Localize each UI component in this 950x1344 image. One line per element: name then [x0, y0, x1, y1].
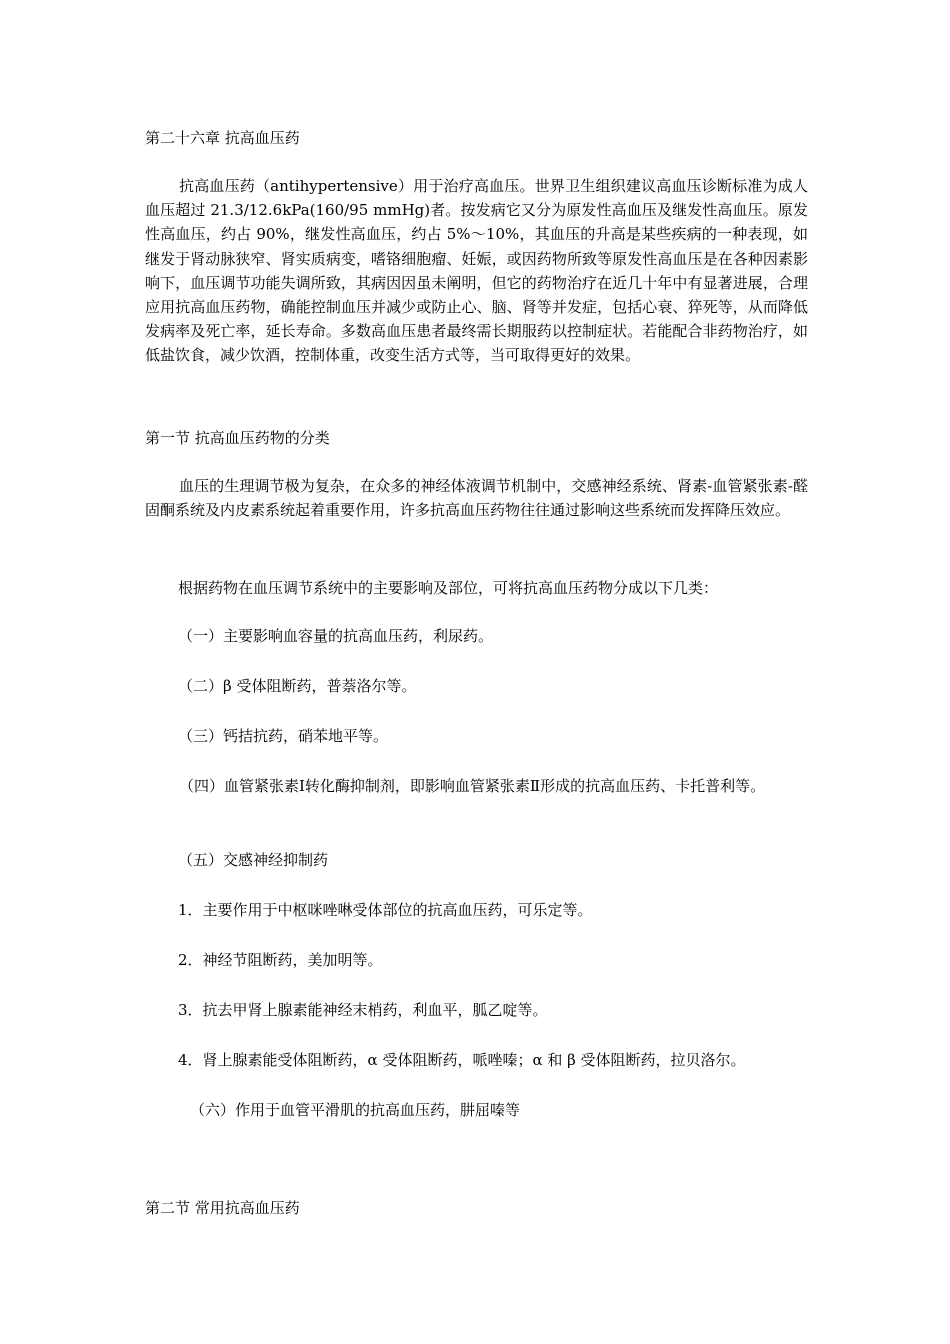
class-item-6: （六）作用于血管平滑肌的抗高血压药，肼屈嗪等	[190, 1101, 521, 1119]
sub-item-4: 4．肾上腺素能受体阻断药，α 受体阻断药，哌唑嗪；α 和 β 受体阻断药，拉贝洛尔。	[178, 1051, 746, 1069]
class-item-4: （四）血管紧张素Ⅰ转化酶抑制剂，即影响血管紧张素Ⅱ形成的抗高血压药、卡托普利等。	[179, 777, 766, 795]
class-item-1: （一）主要影响血容量的抗高血压药，利尿药。	[178, 627, 494, 645]
chapter-heading: 第二十六章 抗高血压药	[145, 129, 300, 147]
class-item-3: （三）钙拮抗药，硝苯地平等。	[178, 727, 389, 745]
class-item-5: （五）交感神经抑制药	[178, 851, 329, 869]
classification-intro: 根据药物在血压调节系统中的主要影响及部位，可将抗高血压药物分成以下几类：	[178, 579, 719, 597]
section1-paragraph: 血压的生理调节极为复杂，在众多的神经体液调节机制中，交感神经系统、肾素-血管紧张素-醛固酮系统及内皮素系统起着重要作用，许多抗高血压药物往往通过影响这些系统而发挥降压效应。	[145, 477, 808, 520]
section2-heading: 第二节 常用抗高血压药	[145, 1199, 300, 1217]
sub-item-1: 1．主要作用于中枢咪唑啉受体部位的抗高血压药，可乐定等。	[178, 901, 593, 919]
intro-paragraph: 抗高血压药（antihypertensive）用于治疗高血压。世界卫生组织建议高血压诊断标准为成人血压超过 21.3/12.6kPa(160/95 mmHg)者。按发病它又分为原发性高血压及继发性高血压。原发性高血压，约占 90%，继发性高血压，约占 5%～10%，其血压的升高是某些疾病的一种表现，如继发于肾动脉狭窄、肾实质病变，嗜铬细胞瘤、妊娠，或因药物所致等原发性高血压是在各种因素影响下，血压调节功能失调所致，其病因因虽未阐明，但它的药物治疗在近几十年中有显著进展，合理应用抗高血压药物，确能控制血压并减少或防止心、脑、肾等并发症，包括心衰、猝死等，从而降低发病率及死亡率，延长寿命。多数高血压患者最终需长期服药以控制症状。若能配合非药物治疗，如低盐饮食，减少饮酒，控制体重，改变生活方式等，当可取得更好的效果。	[145, 177, 808, 365]
sub-item-3: 3．抗去甲肾上腺素能神经末梢药，利血平，胍乙啶等。	[178, 1001, 548, 1019]
sub-item-2: 2．神经节阻断药，美加明等。	[178, 951, 383, 969]
section1-heading: 第一节 抗高血压药物的分类	[145, 429, 330, 447]
class-item-2: （二）β 受体阻断药，普萘洛尔等。	[178, 677, 417, 695]
